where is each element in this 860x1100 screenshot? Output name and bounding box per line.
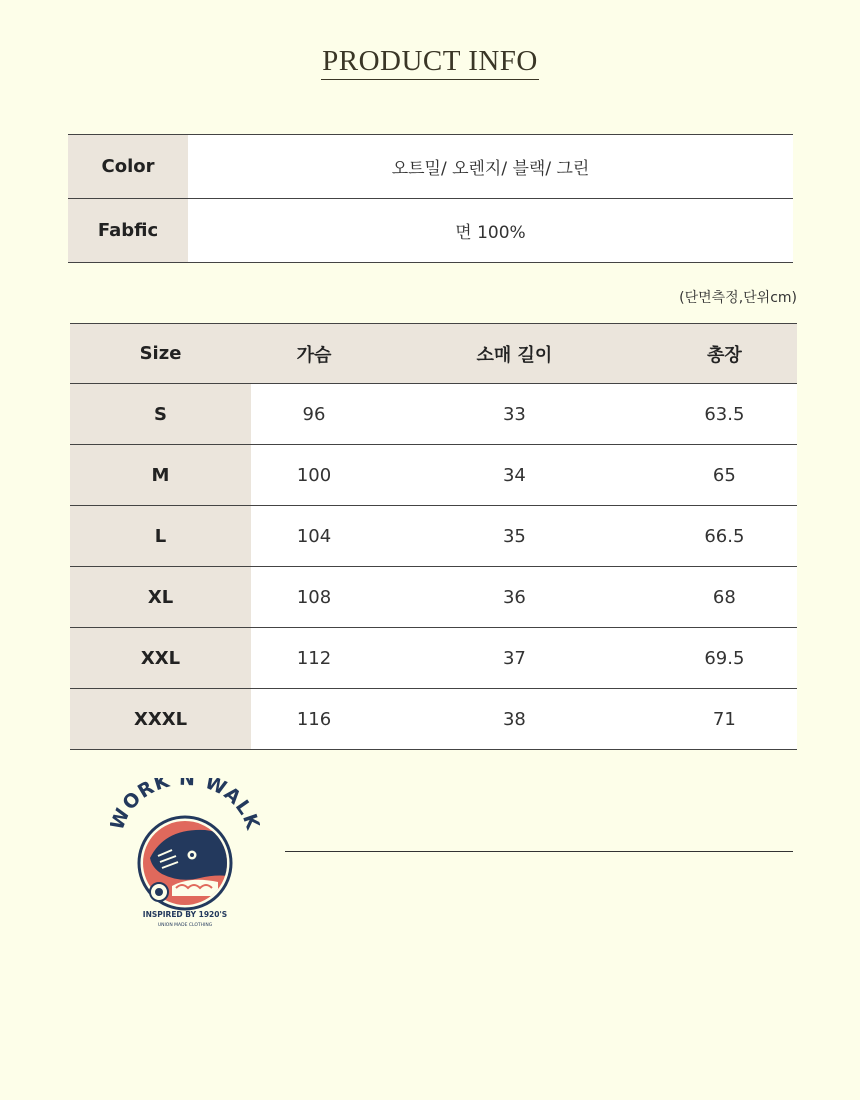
fabric-label: Fabfic [68,199,188,263]
table-row [70,567,797,628]
chest-cell: 100 [251,445,377,506]
color-label: Color [68,135,188,199]
size-cell: M [70,445,251,506]
length-cell: 71 [652,689,797,750]
size-cell: XL [70,567,251,628]
size-cell: XXL [70,628,251,689]
divider-line [285,851,793,852]
chest-cell: 96 [251,384,377,445]
fabric-row [68,199,793,263]
sleeve-cell: 33 [377,384,652,445]
length-cell: 65 [652,445,797,506]
chest-cell: 112 [251,628,377,689]
header-total-length: 총장 [652,324,797,384]
table-row [70,384,797,445]
logo-tagline: INSPIRED BY 1920'S [142,910,228,919]
table-row [70,445,797,506]
header-sleeve-length: 소매 길이 [377,324,652,384]
length-cell: 69.5 [652,628,797,689]
size-cell: L [70,506,251,567]
sleeve-cell: 37 [377,628,652,689]
logo-subtag: UNION MADE CLOTHING [157,923,213,928]
length-cell: 63.5 [652,384,797,445]
product-info-table [68,134,793,263]
logo-brand-text: ORK N WAL [118,778,257,820]
measurement-unit-note: (단면측정,단위cm) [679,290,797,306]
size-cell: XXXL [70,689,251,750]
chest-cell: 116 [251,689,377,750]
chest-cell: 108 [251,567,377,628]
table-row [70,506,797,567]
color-value: 오트밀/ 오렌지/ 블랙/ 그린 [188,135,793,199]
length-cell: 66.5 [652,506,797,567]
length-cell: 68 [652,567,797,628]
table-row [70,689,797,750]
sleeve-cell: 34 [377,445,652,506]
work-n-walk-logo-icon [110,778,260,933]
header-size: Size [70,324,251,384]
table-row [70,628,797,689]
brand-logo [110,778,260,933]
sleeve-cell: 38 [377,689,652,750]
header-chest: 가슴 [251,324,377,384]
page-title-wrap [0,44,860,80]
sleeve-cell: 36 [377,567,652,628]
page-title: PRODUCT INFO [321,44,539,80]
fabric-value: 면 100% [188,199,793,263]
size-table-header [70,324,797,384]
sleeve-cell: 35 [377,506,652,567]
size-table [70,323,797,750]
color-row [68,135,793,199]
chest-cell: 104 [251,506,377,567]
size-cell: S [70,384,251,445]
